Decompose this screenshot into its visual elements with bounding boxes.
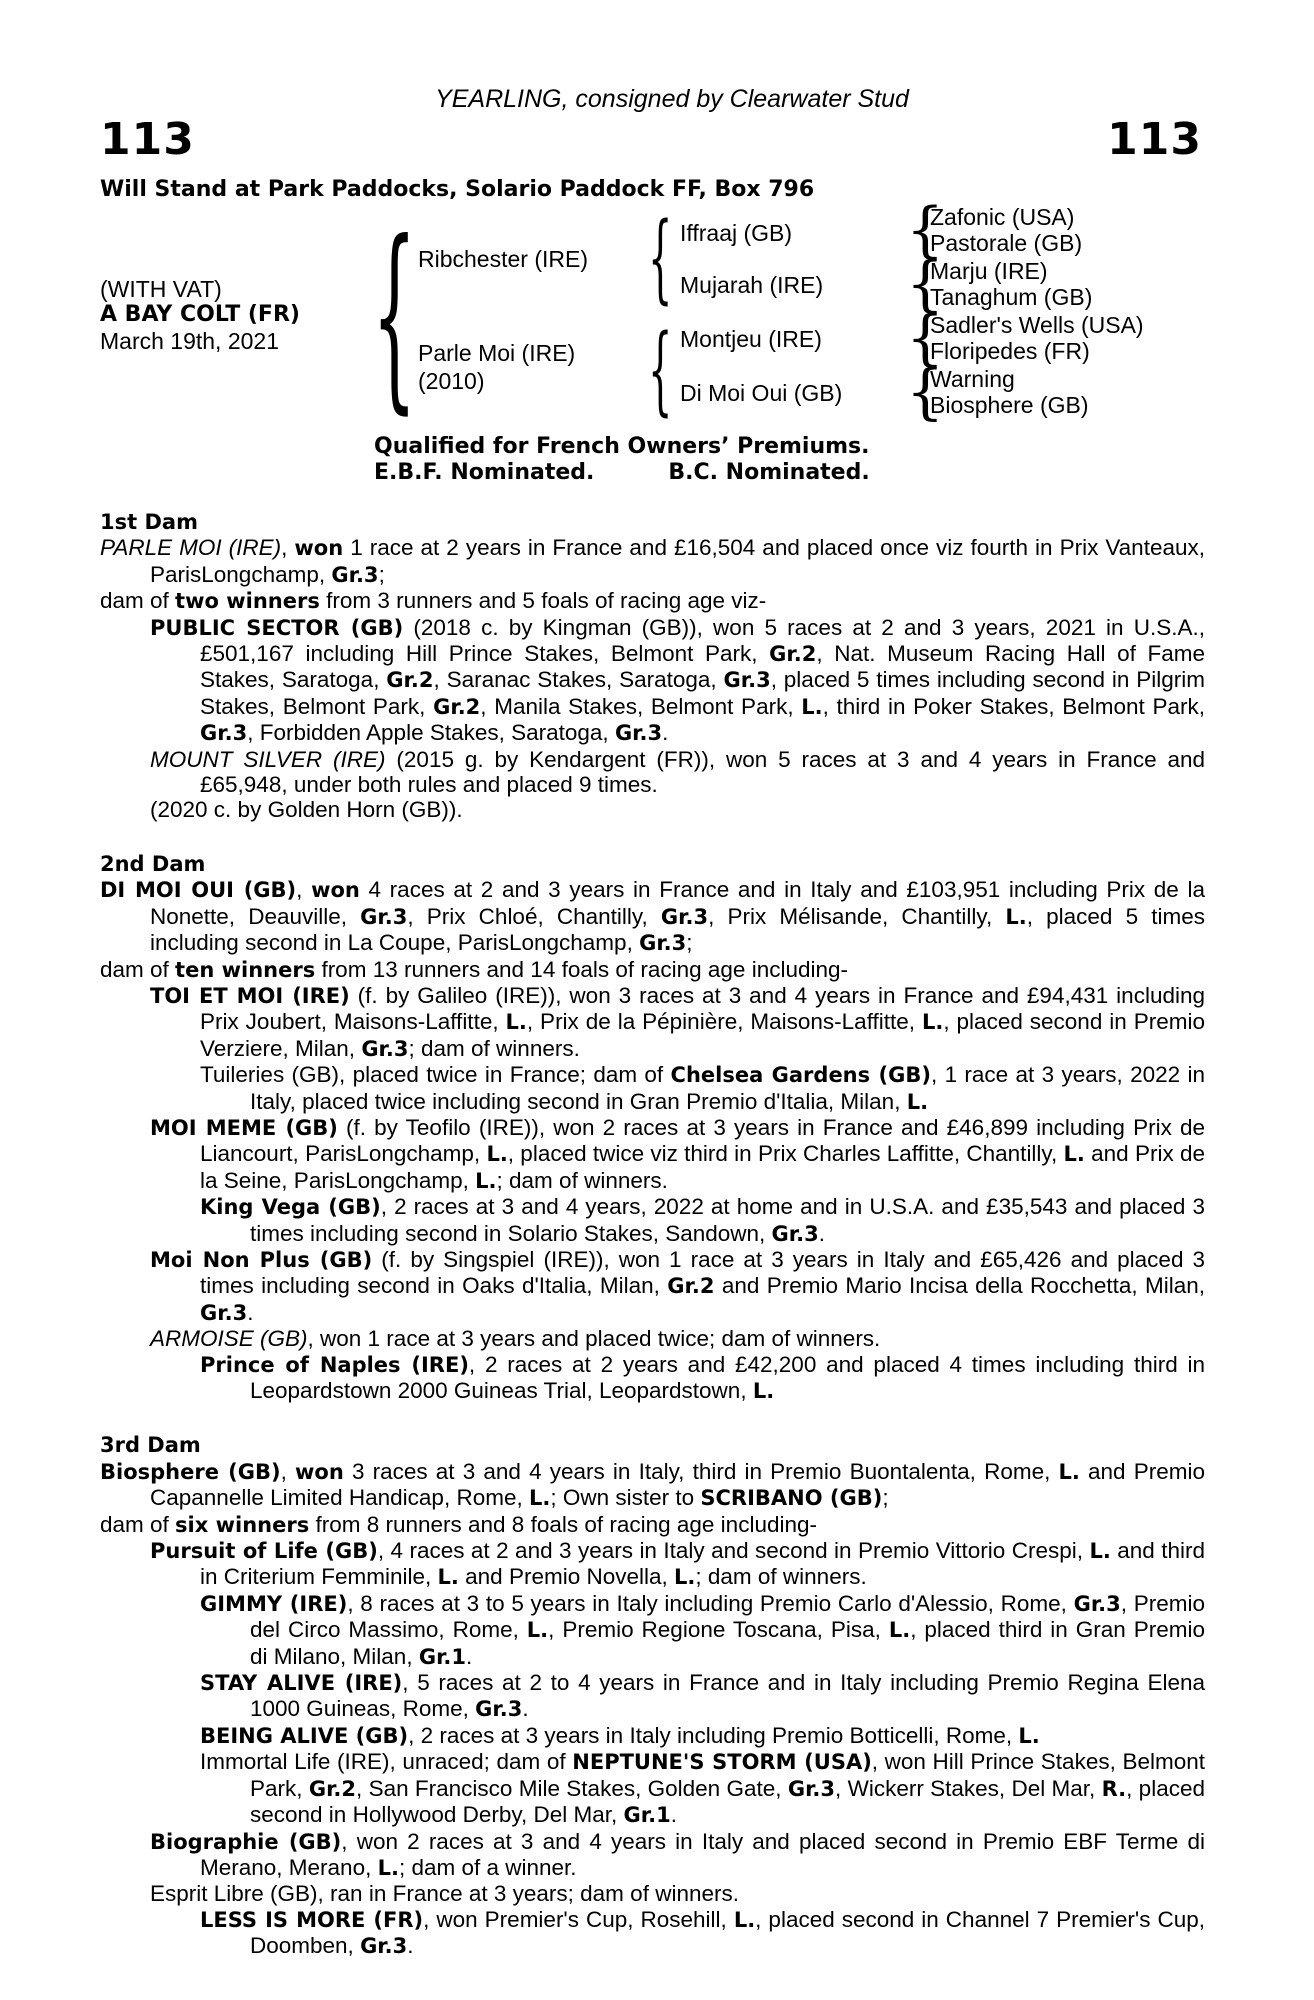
pedigree-brace-sire: {: [648, 202, 673, 314]
produce-biographie: Biographie (GB), won 2 races at 3 and 4 years in Italy and placed second in Premio EBF Terme di Merano, Merano, L.; dam of a winner.: [150, 1828, 1205, 1880]
produce-tuileries: Tuileries (GB), placed twice in France; dam of Chelsea Gardens (GB), 1 race at 3 years, 2022 in Italy, placed twice including second in Gran Premio d'Italia, Milan, L.: [200, 1062, 1205, 1114]
pedigree-brace-g2: {: [906, 249, 945, 319]
produce-armoise: ARMOISE (GB), won 1 race at 3 years and placed twice; dam of winners.: [150, 1326, 881, 1352]
first-dam-entry: PARLE MOI (IRE), won 1 race at 2 years in France and £16,504 and placed once viz fourth in Prix Vanteaux, ParisLongchamp, Gr.3;: [100, 535, 1205, 587]
third-dam-entry: Biosphere (GB), won 3 races at 3 and 4 years in Italy, third in Premio Buontalenta, Rome, L. and Premio Capannelle Limited Handicap, Rome, L.; Own sister to SCRIBANO (GB);: [100, 1458, 1205, 1511]
produce-stay-alive: STAY ALIVE (IRE), 5 races at 2 to 4 years in France and in Italy including Premio Regina Elena 1000 Guineas, Rome, Gr.3.: [200, 1670, 1205, 1722]
pedigree-sds: Marju (IRE): [930, 258, 1048, 284]
pedigree-sire-sire: Iffraaj (GB): [680, 220, 793, 246]
pedigree-brace-g4: {: [906, 357, 945, 427]
produce-record: [100, 510, 1205, 1960]
consignment-line: YEARLING, consigned by Clearwater Stud: [435, 85, 909, 113]
pedigree-dam: Parle Moi (IRE): [418, 340, 576, 366]
produce-2020-colt: (2020 c. by Golden Horn (GB)).: [150, 797, 463, 823]
produce-being-alive: BEING ALIVE (GB), 2 races at 3 years in Italy including Premio Botticelli, Rome, L.: [200, 1722, 1040, 1748]
pedigree-brace-dam: {: [648, 314, 673, 426]
produce-prince-of-naples: Prince of Naples (IRE), 2 races at 2 years and £42,200 and placed 4 times including third in Leopardstown 2000 Guineas Trial, Leopardstown, L.: [200, 1351, 1205, 1403]
lot-number-right: 113: [1107, 114, 1202, 165]
pedigree-ddd: Biosphere (GB): [930, 392, 1089, 418]
pedigree-dds: Warning: [930, 366, 1015, 392]
produce-mount-silver: MOUNT SILVER (IRE) (2015 g. by Kendargent (FR)), won 5 races at 3 and 4 years in France and £65,948, under both rules and placed 9 times.: [150, 746, 1206, 798]
pedigree-dam-sire: Montjeu (IRE): [680, 326, 822, 352]
qualification-nominations: [374, 460, 870, 486]
qualifications: [374, 434, 870, 486]
pedigree-dss: Sadler's Wells (USA): [930, 312, 1144, 338]
qualification-french-premiums: Qualified for French Owners’ Premiums.: [374, 434, 870, 459]
pedigree-dsd: Floripedes (FR): [930, 338, 1090, 364]
pedigree-sire-dam: Mujarah (IRE): [680, 272, 824, 298]
horse-name: A BAY COLT (FR): [100, 302, 300, 327]
pedigree-dam-dam: Di Moi Oui (GB): [680, 380, 843, 406]
lot-number-left: 113: [100, 114, 195, 165]
second-dam-produce-summary: dam of ten winners from 13 runners and 14 foals of racing age including-: [100, 956, 849, 982]
produce-less-is-more: LESS IS MORE (FR), won Premier's Cup, Rosehill, L., placed second in Channel 7 Premier's Cup, Doomben, Gr.3.: [200, 1906, 1205, 1959]
third-dam-produce-summary: dam of six winners from 8 runners and 8 foals of racing age including-: [100, 1511, 817, 1537]
produce-toi-et-moi: TOI ET MOI (IRE) (f. by Galileo (IRE)), won 3 races at 3 and 4 years in France and £94,431 including Prix Joubert, Maisons-Laffitte, L., Prix de la Pépinière, Maisons-Laffitte, L., placed second in Premio Verziere, Milan, Gr.3; dam of winners.: [150, 982, 1205, 1061]
section-third-dam: 3rd Dam: [100, 1433, 201, 1458]
stand-location: Will Stand at Park Paddocks, Solario Paddock FF, Box 796: [100, 177, 815, 202]
second-dam-entry: DI MOI OUI (GB), won 4 races at 2 and 3 years in France and in Italy and £103,951 including Prix de la Nonette, Deauville, Gr.3, Prix Chloé, Chantilly, Gr.3, Prix Mélisande, Chantilly, L., placed 5 times including second in La Coupe, ParisLongchamp, Gr.3;: [100, 877, 1206, 956]
produce-moi-meme: MOI MEME (GB) (f. by Teofilo (IRE)), won 2 races at 3 years in France and £46,899 including Prix de Liancourt, ParisLongchamp, L., placed twice viz third in Prix Charles Laffitte, Chantilly, L. and Prix de la Seine, ParisLongchamp, L.; dam of winners.: [150, 1114, 1205, 1193]
pedigree-ssd: Pastorale (GB): [930, 230, 1083, 256]
produce-public-sector: PUBLIC SECTOR (GB) (2018 c. by Kingman (GB)), won 5 races at 2 and 3 years, 2021 in U.S.A., £501,167 including Hill Prince Stakes, Belmont Park, Gr.2, Nat. Museum Racing Hall of Fame Stakes, Saratoga, Gr.2, Saranac Stakes, Saratoga, Gr.3, placed 5 times including second in Pilgrim Stakes, Belmont Park, Gr.2, Manila Stakes, Belmont Park, L., third in Poker Stakes, Belmont Park, Gr.3, Forbidden Apple Stakes, Saratoga, Gr.3.: [150, 614, 1206, 746]
pedigree-sss: Zafonic (USA): [930, 204, 1075, 230]
foaling-date: March 19th, 2021: [100, 328, 280, 354]
pedigree-brace-main: {: [372, 199, 417, 432]
pedigree-dam-year: (2010): [418, 368, 485, 394]
produce-king-vega: King Vega (GB), 2 races at 3 and 4 years, 2022 at home and in U.S.A. and £35,543 and placed 3 times including second in Solario Stakes, Sandown, Gr.3.: [200, 1194, 1205, 1246]
section-second-dam: 2nd Dam: [100, 851, 206, 876]
produce-esprit-libre: Esprit Libre (GB), ran in France at 3 years; dam of winners.: [150, 1881, 739, 1907]
produce-moi-non-plus: Moi Non Plus (GB) (f. by Singspiel (IRE)), won 1 race at 3 years in Italy and £65,426 and placed 3 times including second in Oaks d'Italia, Milan, Gr.2 and Premio Mario Incisa della Rocchetta, Milan, Gr.3.: [150, 1246, 1206, 1325]
pedigree-sdd: Tanaghum (GB): [930, 284, 1093, 310]
ebf-nominated: E.B.F. Nominated.: [374, 460, 595, 485]
produce-pursuit-of-life: Pursuit of Life (GB), 4 races at 2 and 3 years in Italy and second in Premio Vittorio Crespi, L. and third in Criterium Femminile, L. and Premio Novella, L.; dam of winners.: [150, 1538, 1205, 1590]
pedigree-brace-g3: {: [906, 303, 945, 373]
produce-gimmy: GIMMY (IRE), 8 races at 3 to 5 years in Italy including Premio Carlo d'Alessio, Rome, Gr.3, Premio del Circo Massimo, Rome, L., Premio Regione Toscana, Pisa, L., placed third in Gran Premio di Milano, Milan, Gr.1.: [200, 1590, 1205, 1669]
section-first-dam: 1st Dam: [100, 510, 198, 534]
first-dam-produce-summary: dam of two winners from 3 runners and 5 foals of racing age viz-: [100, 588, 767, 614]
pedigree-brace-g1: {: [906, 195, 945, 265]
bc-nominated: B.C. Nominated.: [668, 460, 870, 485]
produce-immortal-life: Immortal Life (IRE), unraced; dam of NEPTUNE'S STORM (USA), won Hill Prince Stakes, Belmont Park, Gr.2, San Francisco Mile Stakes, Golden Gate, Gr.3, Wickerr Stakes, Del Mar, R., placed second in Hollywood Derby, Del Mar, Gr.1.: [200, 1749, 1205, 1828]
pedigree-sire: Ribchester (IRE): [418, 246, 588, 272]
vat-label: (WITH VAT): [100, 276, 222, 302]
